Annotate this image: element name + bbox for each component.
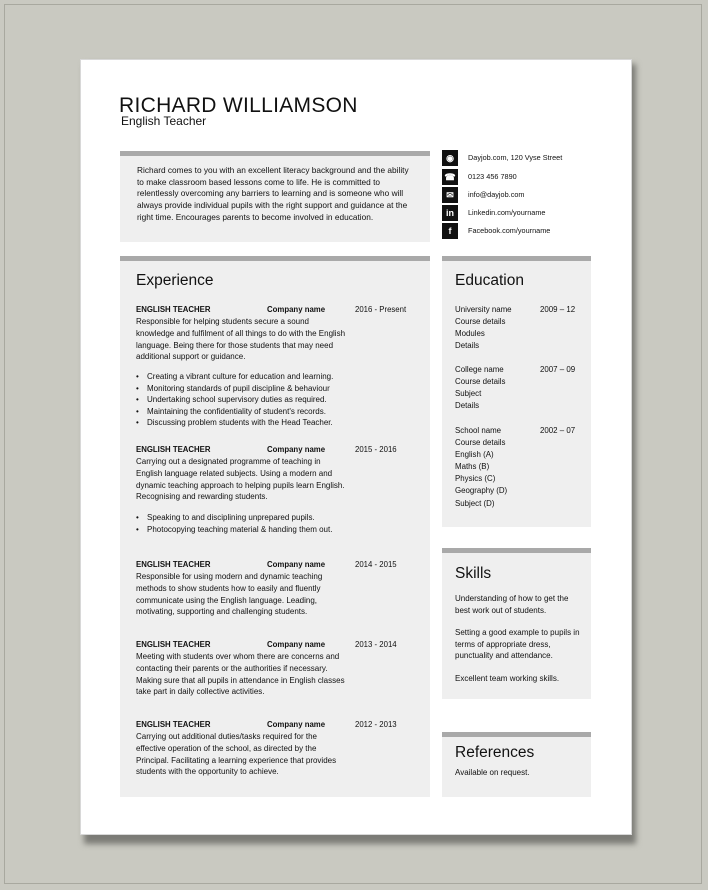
contact-linkedin bbox=[442, 205, 592, 223]
education-line: Subject (D) bbox=[455, 498, 495, 508]
job-dates: 2013 - 2014 bbox=[355, 640, 397, 649]
job-bullet: • Maintaining the confidentiality of student's records. bbox=[136, 406, 333, 418]
job-company: Company name bbox=[267, 305, 326, 314]
skills-heading: Skills bbox=[455, 565, 492, 582]
education-line: Subject bbox=[455, 389, 482, 399]
job-title: ENGLISH TEACHER bbox=[136, 640, 211, 649]
job-title: ENGLISH TEACHER bbox=[136, 560, 211, 569]
candidate-role: English Teacher bbox=[121, 114, 207, 128]
job-title: ENGLISH TEACHER bbox=[136, 445, 211, 454]
education-line: Course details bbox=[455, 438, 506, 448]
education-line: English (A) bbox=[455, 450, 494, 460]
education-line: College name bbox=[455, 365, 504, 374]
contact-phone-text: 0123 456 7890 bbox=[468, 172, 517, 181]
contact-linkedin-text[interactable]: Linkedin.com/yourname bbox=[468, 208, 546, 217]
education-line: Details bbox=[455, 401, 480, 411]
job-title: ENGLISH TEACHER bbox=[136, 720, 211, 729]
skill-item: Setting a good example to pupils in terms of appropriate dress, punctuality and attendance. bbox=[455, 628, 580, 661]
contact-address-text: Dayjob.com, 120 Vyse Street bbox=[468, 153, 563, 162]
education-entry bbox=[455, 304, 512, 352]
job-description: Responsible for helping students secure a sound knowledge and fulfilment of all things to do with the English language. Being there for those students that may need additional support or guidance. bbox=[136, 317, 346, 362]
contact-address bbox=[442, 150, 592, 168]
education-heading: Education bbox=[455, 272, 524, 289]
contact-facebook-text[interactable]: Facebook.com/yourname bbox=[468, 226, 551, 235]
education-years: 2002 – 07 bbox=[540, 426, 576, 435]
education-line: Maths (B) bbox=[455, 462, 490, 472]
resume-page bbox=[80, 59, 632, 835]
experience-heading: Experience bbox=[136, 272, 214, 289]
contact-email bbox=[442, 187, 592, 205]
contact-phone bbox=[442, 169, 592, 187]
job-description: Carrying out additional duties/tasks required for the effective operation of the school, as directed by the Principal. Facilitating a learning experience that provides students with the opportunity to achieve. bbox=[136, 732, 337, 777]
job-company: Company name bbox=[267, 640, 326, 649]
experience-section bbox=[120, 256, 430, 797]
education-section bbox=[442, 256, 591, 527]
education-bar bbox=[442, 256, 591, 261]
education-line: Geography (D) bbox=[455, 486, 508, 496]
job-dates: 2015 - 2016 bbox=[355, 445, 397, 454]
location-pin-icon: ◉ bbox=[442, 150, 458, 166]
education-entry bbox=[455, 425, 507, 510]
contact-email-text[interactable]: info@dayjob.com bbox=[468, 190, 525, 199]
skills-bar bbox=[442, 548, 591, 553]
contact-facebook bbox=[442, 223, 592, 241]
job-dates: 2016 - Present bbox=[355, 305, 407, 314]
skills-section bbox=[442, 548, 591, 699]
education-years: 2007 – 09 bbox=[540, 365, 576, 374]
references-section bbox=[442, 732, 591, 797]
references-text: Available on request. bbox=[455, 768, 530, 777]
skill-item: Excellent team working skills. bbox=[455, 674, 560, 683]
job-bullets bbox=[136, 371, 333, 429]
job-description: Meeting with students over whom there are concerns and contacting their parents or the authorities if necessary. Making sure that all pupils in attendance in English classes take part in daily collective activities. bbox=[136, 652, 345, 697]
job-bullet: • Undertaking school supervisory duties as required. bbox=[136, 394, 333, 406]
job-bullet: • Photocopying teaching material & handing them out. bbox=[136, 524, 332, 536]
education-years: 2009 – 12 bbox=[540, 305, 576, 314]
education-line: Course details bbox=[455, 377, 506, 387]
education-line: Course details bbox=[455, 317, 506, 327]
job-bullet: • Monitoring standards of pupil discipline & behaviour bbox=[136, 383, 333, 395]
education-line: Modules bbox=[455, 329, 485, 339]
job-company: Company name bbox=[267, 560, 326, 569]
job-bullet: • Speaking to and disciplining unprepared pupils. bbox=[136, 512, 332, 524]
email-icon: ✉ bbox=[442, 187, 458, 203]
phone-icon: ☎ bbox=[442, 169, 458, 185]
job-description: Carrying out a designated programme of teaching in English language related subjects. Using a modern and dynamic teaching approach to helping pupils learn English. Recognising and rewarding students. bbox=[136, 457, 345, 502]
job-company: Company name bbox=[267, 720, 326, 729]
summary-text: Richard comes to you with an excellent literacy background and the ability to make classroom based lessons come to life. He is committed to relentlessly overcoming any barriers to learning and is someone who will always provide individual pupils with the right support and guidance at the right time. Encourages parents to become involved in education. bbox=[137, 165, 409, 222]
education-line: Details bbox=[455, 341, 480, 351]
references-bar bbox=[442, 732, 591, 737]
linkedin-icon: in bbox=[442, 205, 458, 221]
education-line: School name bbox=[455, 426, 502, 435]
skill-item: Understanding of how to get the best work out of students. bbox=[455, 594, 569, 615]
job-bullet: • Discussing problem students with the Head Teacher. bbox=[136, 417, 333, 429]
job-company: Company name bbox=[267, 445, 326, 454]
facebook-icon: f bbox=[442, 223, 458, 239]
job-dates: 2012 - 2013 bbox=[355, 720, 397, 729]
job-bullet: • Creating a vibrant culture for education and learning. bbox=[136, 371, 333, 383]
education-line: Physics (C) bbox=[455, 474, 496, 484]
candidate-name: RICHARD WILLIAMSON bbox=[119, 94, 358, 117]
references-heading: References bbox=[455, 744, 535, 761]
job-dates: 2014 - 2015 bbox=[355, 560, 397, 569]
job-title: ENGLISH TEACHER bbox=[136, 305, 211, 314]
job-bullets bbox=[136, 512, 332, 535]
experience-bar bbox=[120, 256, 430, 261]
education-entry bbox=[455, 364, 505, 412]
education-line: University name bbox=[455, 305, 512, 314]
job-description: Responsible for using modern and dynamic teaching methods to show students how to easily and fluently communicate using the English language. Leading, motivating, supporting and challenging students. bbox=[136, 572, 323, 617]
summary-box bbox=[120, 151, 430, 242]
